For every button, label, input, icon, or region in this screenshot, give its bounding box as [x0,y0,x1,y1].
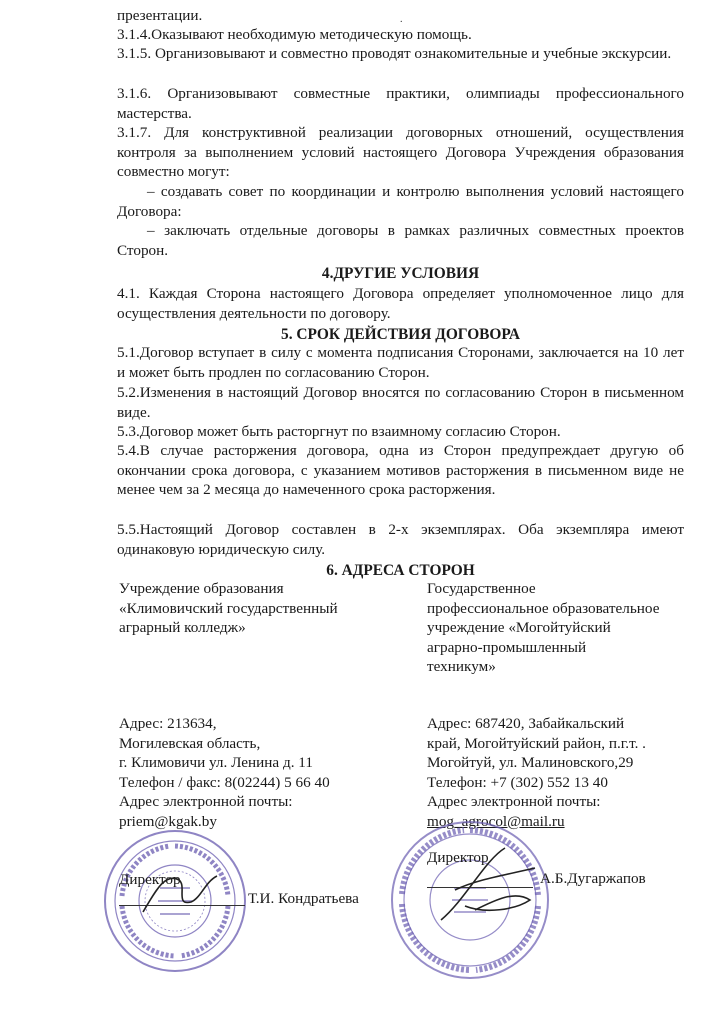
left-org-line: аграрный колледж» [119,619,246,636]
right-address-line: Адрес электронной почты: [427,793,601,810]
clause-5-4: 5.4.В случае расторжения договора, одна из Сторон предупреждает другую об окончании срока договора, с указанием мотивов расторжения в письменном виде не менее чем за 2 месяца до намеченного срока расторжения. [117,442,684,498]
left-address-line: Телефон / факс: 8(02244) 5 66 40 [119,773,330,791]
scan-artifact: . [400,14,403,25]
right-party-org [427,579,659,677]
section-4-heading: 4.ДРУГИЕ УСЛОВИЯ [321,265,480,282]
right-org-line: аграрно-промышленный [427,638,587,656]
clause-dash-2: – заключать отдельные договоры в рамках различных совместных проектов Сторон. [117,222,684,259]
right-org-line: Государственное [427,580,536,597]
right-party-address [427,714,646,831]
left-address-line: Могилевская область, [119,734,261,752]
left-party-address [119,714,330,831]
clause-dash-1: – создавать совет по координации и контролю выполнения условий настоящего Договора: [117,183,684,220]
right-director-label: Директор [427,849,489,866]
top-line: презентации. [117,7,203,24]
right-org-line: техникум» [427,658,496,675]
right-org-line: учреждение «Могойтуйский [427,619,611,636]
right-address-line: край, Могойтуйский район, п.г.т. . [427,734,646,752]
section-6-heading: 6. АДРЕСА СТОРОН [326,562,475,579]
clause-5-3: 5.3.Договор может быть расторгнут по взаимному согласию Сторон. [117,423,561,440]
clause-3-1-7: 3.1.7. Для конструктивной реализации договорных отношений, осуществления контроля за выполнением условий настоящего Договора Учреждения образования совместно могут: [117,124,684,180]
clause-4-1: 4.1. Каждая Сторона настоящего Договора определяет уполномоченное лицо для осуществления деятельности по договору. [117,285,684,322]
section-5-heading: 5. СРОК ДЕЙСТВИЯ ДОГОВОРА [281,326,520,343]
left-director-name: Т.И. Кондратьева [248,890,359,907]
clause-3-1-5: 3.1.5. Организовывают и совместно проводят ознакомительные и учебные экскурсии. [117,45,672,62]
clause-5-1: 5.1.Договор вступает в силу с момента подписания Сторонами, заключается на 10 лет и может быть продлен по согласованию Сторон. [117,344,684,381]
clause-5-5: 5.5.Настоящий Договор составлен в 2-х экземплярах. Оба экземпляра имеют одинаковую юридическую силу. [117,521,684,558]
left-email: priem@kgak.by [119,812,217,830]
right-address-line: Телефон: +7 (302) 552 13 40 [427,773,608,791]
left-address-line: г. Климовичи ул. Ленина д. 11 [119,754,313,771]
clause-5-2: 5.2.Изменения в настоящий Договор вносятся по согласованию Сторон в письменном виде. [117,384,684,421]
left-address-line: Адрес: 213634, [119,715,217,732]
clause-3-1-6: 3.1.6. Организовывают совместные практики, олимпиады профессионального мастерства. [117,85,684,122]
right-org-line: профессиональное образовательное [427,599,660,617]
right-email: mog_agrocol@mail.ru [427,812,565,830]
right-address-line: Могойтуй, ул. Малиновского,29 [427,754,634,771]
left-org-line: «Климовичский государственный [119,599,338,617]
left-signature [135,862,225,922]
right-signature [435,840,545,930]
left-address-line: Адрес электронной почты: [119,793,293,810]
left-org-line: Учреждение образования [119,580,284,597]
left-director-label: Директор [119,871,181,888]
right-address-line: Адрес: 687420, Забайкальский [427,715,625,732]
clause-3-1-4: 3.1.4.Оказывают необходимую методическую помощь. [117,26,472,43]
left-party-org [119,579,338,638]
right-director-name: А.Б.Дугаржапов [540,870,646,887]
